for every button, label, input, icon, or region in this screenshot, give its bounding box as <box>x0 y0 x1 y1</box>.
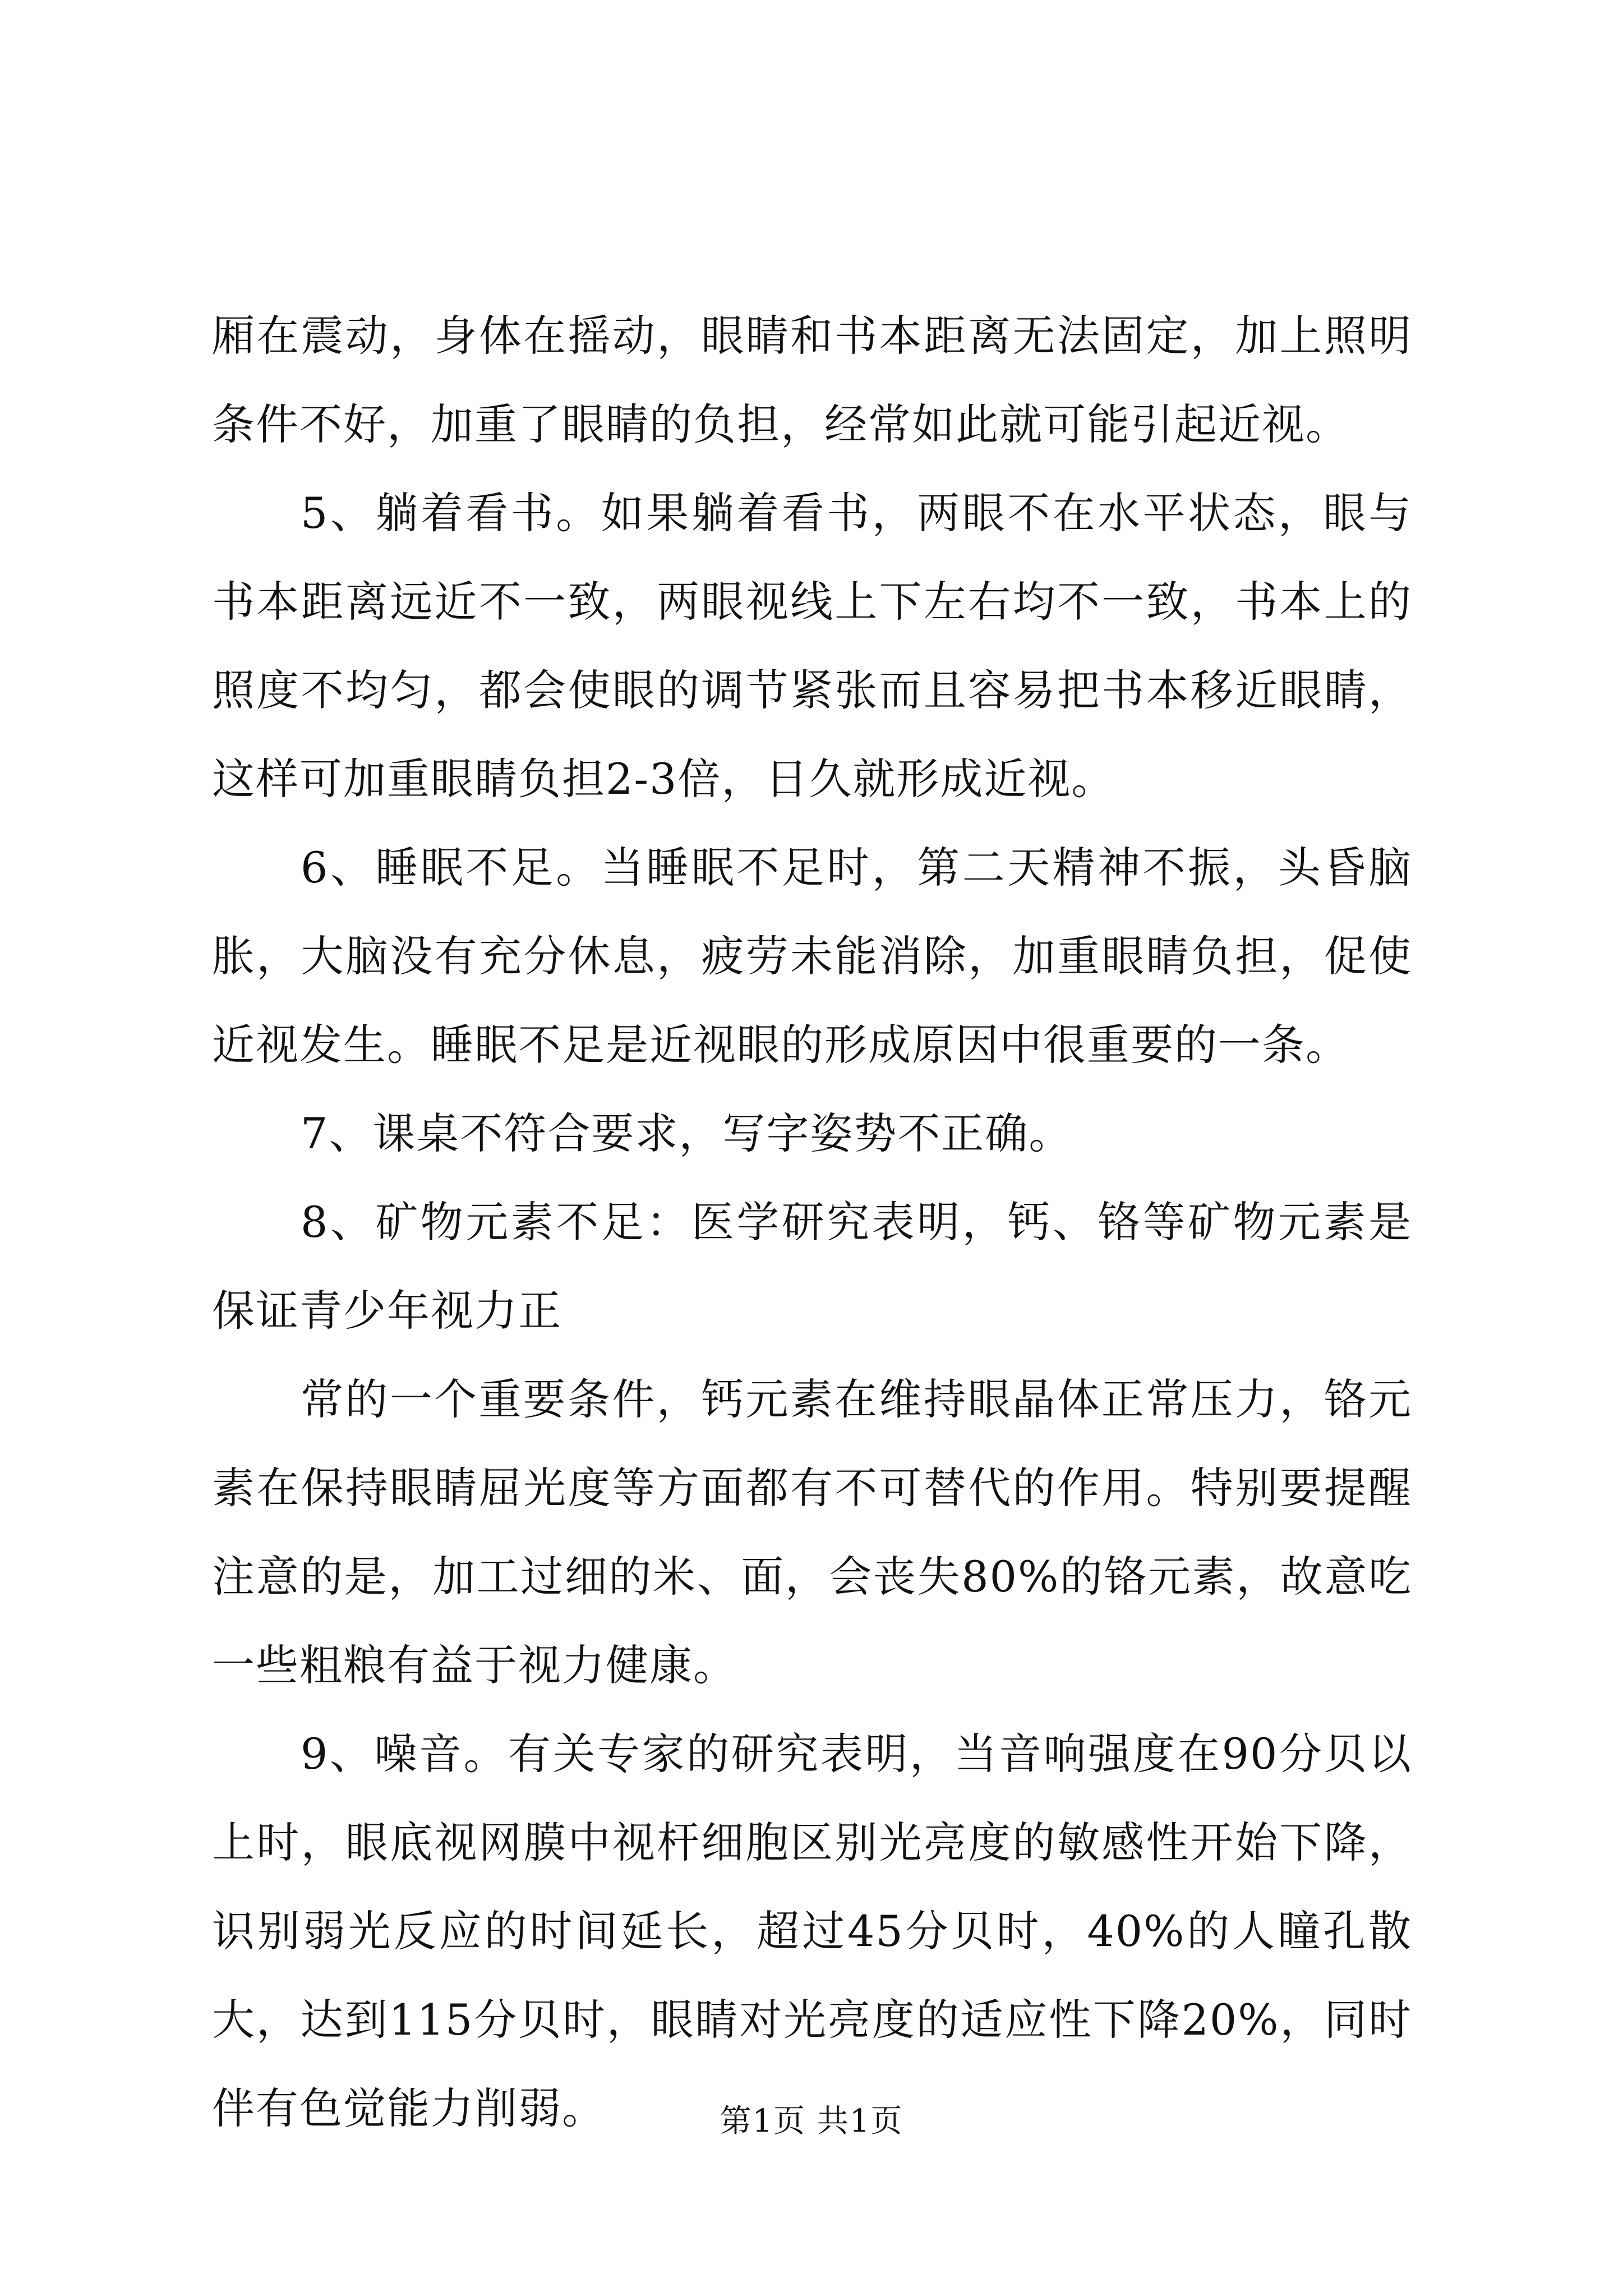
paragraph-item-5: 5、躺着看书。如果躺着看书，两眼不在水平状态，眼与书本距离远近不一致，两眼视线上下左右均不一致，书本上的照度不均匀，都会使眼的调节紧张而且容易把书本移近眼睛，这样可加重眼睛负担2-3倍，日久就形成近视。 <box>212 488 1412 804</box>
paragraph-item-8-continued: 常的一个重要条件，钙元素在维持眼晶体正常压力，铬元素在保持眼睛屈光度等方面都有不可替代的作用。特别要提醒注意的是，加工过细的米、面，会丧失80%的铬元素，故意吃一些粗粮有益于视力健康。 <box>212 1374 1412 1690</box>
paragraph-item-9: 9、噪音。有关专家的研究表明，当音响强度在90分贝以上时，眼底视网膜中视杆细胞区别光亮度的敏感性开始下降，识别弱光反应的时间延长，超过45分贝时，40%的人瞳孔散大，达到115分贝时，眼睛对光亮度的适应性下降20%，同时伴有色觉能力削弱。 <box>212 1729 1412 2133</box>
paragraph-item-7: 7、课桌不符合要求，写字姿势不正确。 <box>301 1108 1073 1158</box>
paragraph-continuation: 厢在震动，身体在摇动，眼睛和书本距离无法固定，加上照明条件不好，加重了眼睛的负担，经常如此就可能引起近视。 <box>212 311 1412 449</box>
paragraph-item-8: 8、矿物元素不足：医学研究表明，钙、铬等矿物元素是保证青少年视力正 <box>212 1197 1412 1336</box>
document-body <box>212 292 1412 2153</box>
page-footer: 第1页 共1页 <box>720 2103 903 2139</box>
paragraph-item-6: 6、睡眠不足。当睡眠不足时，第二天精神不振，头昏脑胀，大脑没有充分休息，疲劳未能消除，加重眼睛负担，促使近视发生。睡眠不足是近视眼的形成原因中很重要的一条。 <box>212 843 1412 1070</box>
